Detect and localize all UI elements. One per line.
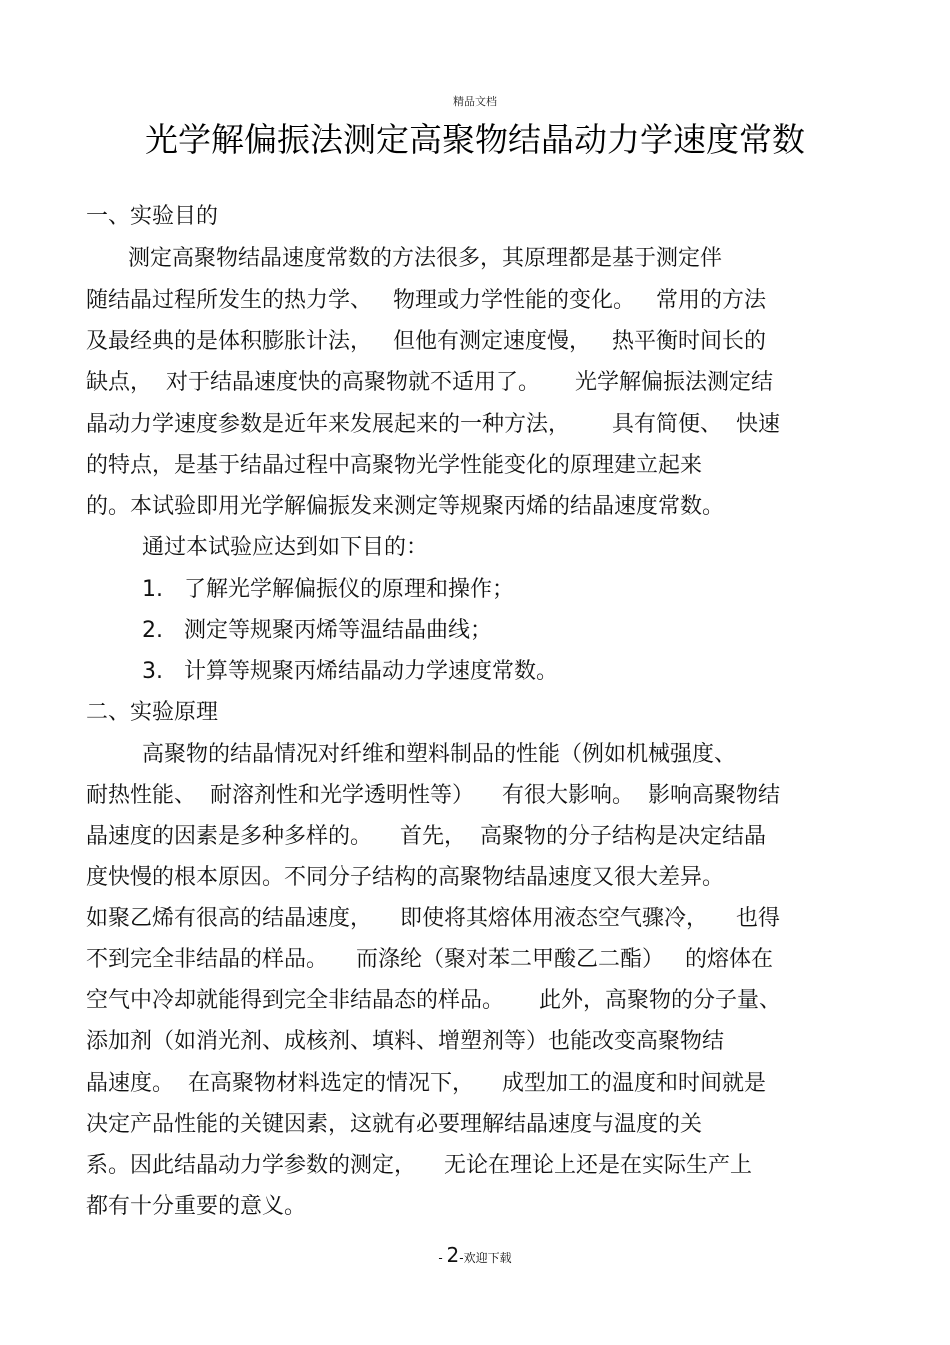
list-item: 2. 测定等规聚丙烯等温结晶曲线； bbox=[142, 618, 492, 643]
paragraph-line: 度快慢的根本原因。不同分子结构的高聚物结晶速度又很大差异。 bbox=[86, 865, 725, 890]
paragraph-line: 都有十分重要的意义。 bbox=[86, 1194, 307, 1219]
paragraph-line: 如聚乙烯有很高的结晶速度， 即使将其熔体用液态空气骤冷， 也得 bbox=[86, 906, 780, 931]
paragraph-line: 缺点， 对于结晶速度快的高聚物就不适用了。 光学解偏振法测定结 bbox=[86, 370, 773, 395]
paragraph-line: 添加剂（如消光剂、成核剂、填料、增塑剂等）也能改变高聚物结 bbox=[86, 1029, 725, 1054]
page-number: 2 bbox=[446, 1243, 460, 1267]
page-prefix: - bbox=[438, 1251, 447, 1265]
paragraph-line: 系。因此结晶动力学参数的测定， 无论在理论上还是在实际生产上 bbox=[86, 1153, 752, 1178]
paragraph-line: 的。本试验即用光学解偏振发来测定等规聚丙烯的结晶速度常数。 bbox=[86, 494, 725, 519]
section-heading-principle: 二、实验原理 bbox=[86, 700, 219, 725]
paragraph-line: 晶动力学速度参数是近年来发展起来的一种方法， 具有简便、 快速 bbox=[86, 412, 780, 437]
list-item: 3. 计算等规聚丙烯结晶动力学速度常数。 bbox=[142, 659, 558, 684]
paragraph-line: 及最经典的是体积膨胀计法， 但他有测定速度慢， 热平衡时间长的 bbox=[86, 329, 766, 354]
paragraph-line: 晶速度的因素是多种多样的。 首先， 高聚物的分子结构是决定结晶 bbox=[86, 824, 766, 849]
list-item: 1. 了解光学解偏振仪的原理和操作； bbox=[142, 577, 514, 602]
paragraph-line: 的特点，是基于结晶过程中高聚物光学性能变化的原理建立起来 bbox=[86, 453, 703, 478]
paragraph-line: 随结晶过程所发生的热力学、 物理或力学性能的变化。 常用的方法 bbox=[86, 288, 766, 313]
page-header: 精品文档 bbox=[453, 95, 497, 108]
page-suffix: - bbox=[459, 1251, 464, 1265]
document-title: 光学解偏振法测定高聚物结晶动力学速度常数 bbox=[145, 120, 805, 159]
paragraph-line: 耐热性能、 耐溶剂性和光学透明性等） 有很大影响。 影响高聚物结 bbox=[86, 783, 780, 808]
paragraph-line: 空气中冷却就能得到完全非结晶态的样品。 此外，高聚物的分子量、 bbox=[86, 988, 781, 1013]
paragraph-line: 通过本试验应达到如下目的： bbox=[142, 535, 429, 560]
page-footer bbox=[0, 1243, 950, 1267]
paragraph-line: 决定产品性能的关键因素，这就有必要理解结晶速度与温度的关 bbox=[86, 1112, 703, 1137]
paragraph-line: 不到完全非结晶的样品。 而涤纶（聚对苯二甲酸乙二酯） 的熔体在 bbox=[86, 947, 773, 972]
footer-note: 欢迎下载 bbox=[463, 1251, 512, 1265]
paragraph-line: 晶速度。 在高聚物材料选定的情况下， 成型加工的温度和时间就是 bbox=[86, 1071, 766, 1096]
paragraph-line: 高聚物的结晶情况对纤维和塑料制品的性能（例如机械强度、 bbox=[142, 742, 737, 767]
paragraph-line: 测定高聚物结晶速度常数的方法很多，其原理都是基于测定伴 bbox=[128, 246, 723, 271]
section-heading-objectives: 一、实验目的 bbox=[86, 204, 219, 229]
